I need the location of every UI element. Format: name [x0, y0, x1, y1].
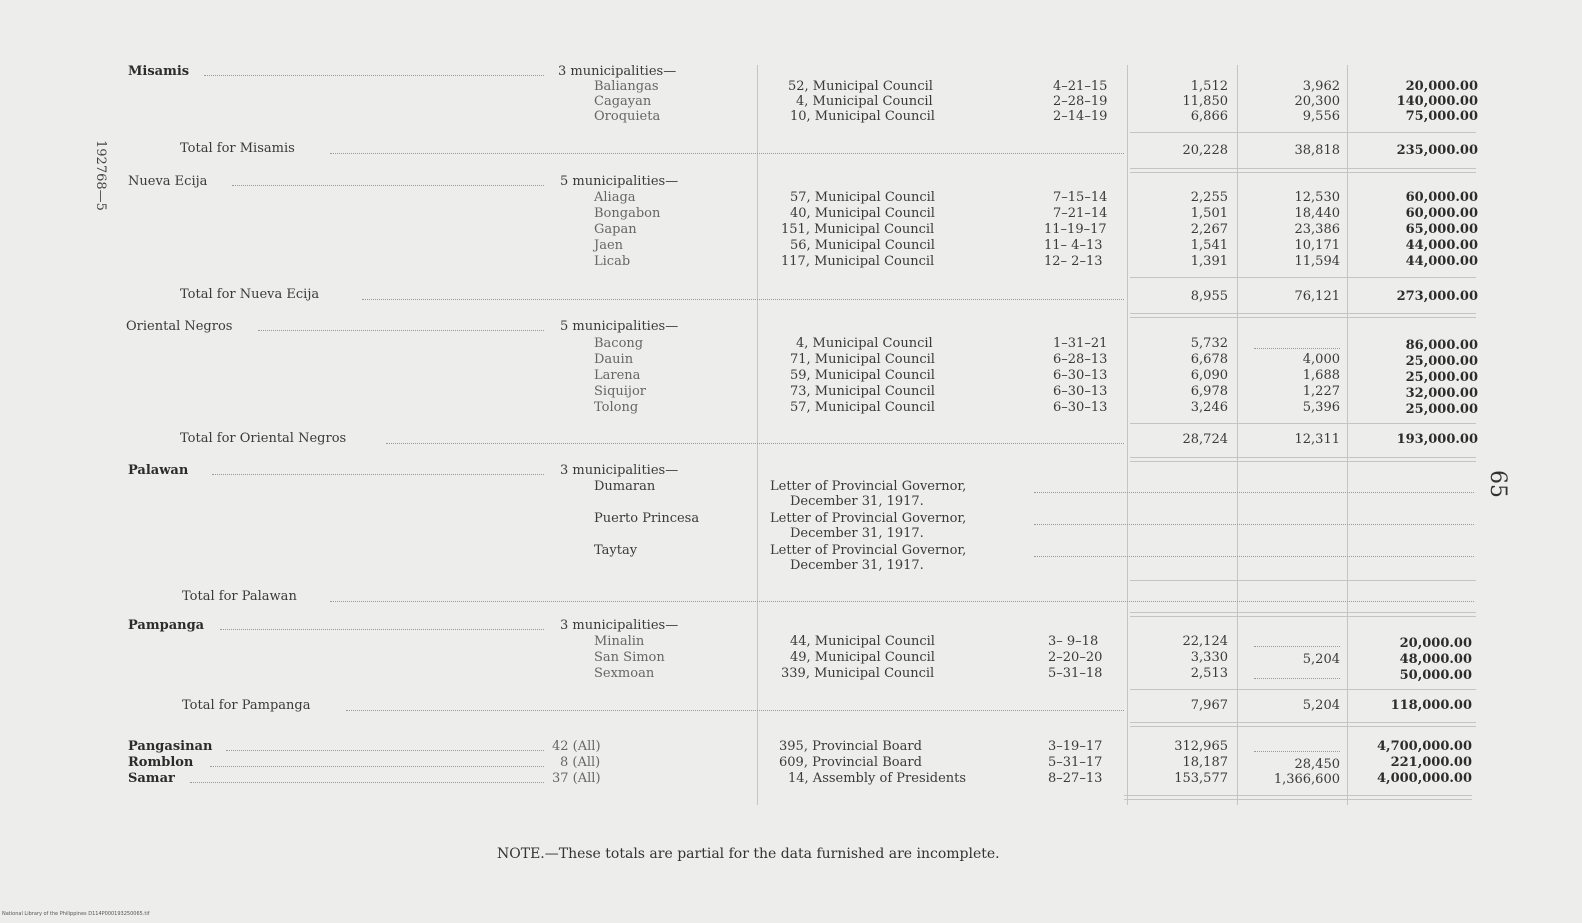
value-col3: 75,000.00 — [1405, 109, 1478, 124]
value-col1: 2,513 — [1190, 666, 1228, 681]
date: 12– 2–13 — [1044, 254, 1103, 269]
value-col2: 4,000 — [1302, 352, 1340, 367]
municipality-name: Gapan — [594, 222, 637, 237]
total-col1: 8,955 — [1190, 289, 1228, 304]
leader-dots — [362, 299, 1124, 300]
authority: 395, Provincial Board — [779, 739, 922, 754]
province-name: Misamis — [128, 64, 190, 79]
value-col3: 60,000.00 — [1405, 206, 1478, 221]
empty-cell-dots — [1254, 678, 1340, 679]
value-col1: 6,090 — [1190, 368, 1228, 383]
total-col2: 5,204 — [1302, 698, 1340, 713]
leader-dots — [212, 474, 544, 475]
total-label: Total for Oriental Negros — [180, 431, 347, 446]
authority: Letter of Provincial Governor, — [770, 511, 967, 526]
value-col1: 3,246 — [1190, 400, 1228, 415]
column-rule — [757, 65, 758, 805]
authority: 609, Provincial Board — [779, 755, 922, 770]
province-name: Palawan — [128, 463, 189, 478]
municipality-name: Aliaga — [594, 190, 636, 205]
value-col2: 5,204 — [1302, 652, 1340, 667]
value-col3: 48,000.00 — [1399, 652, 1472, 667]
municipality-name: Siquijor — [594, 384, 646, 399]
value-col2: 18,440 — [1294, 206, 1340, 221]
authority: 151, Municipal Council — [781, 222, 935, 237]
total-col3: 118,000.00 — [1390, 698, 1472, 713]
value-col1: 3,330 — [1190, 650, 1228, 665]
value-col2: 12,530 — [1294, 190, 1340, 205]
municipality-name: Cagayan — [594, 94, 652, 109]
value-col2: 1,366,600 — [1273, 772, 1340, 787]
date: 11– 4–13 — [1044, 238, 1103, 253]
authority: Letter of Provincial Governor, — [770, 479, 967, 494]
double-rule — [1124, 795, 1472, 800]
leader-dots — [226, 750, 544, 751]
date: 4–21–15 — [1053, 79, 1108, 94]
date: 7–21–14 — [1053, 206, 1108, 221]
authority: Letter of Provincial Governor, — [770, 543, 967, 558]
value-col3: 140,000.00 — [1396, 94, 1478, 109]
authority: 49, Municipal Council — [790, 650, 935, 665]
value-col2: 5,396 — [1302, 400, 1340, 415]
value-col3: 44,000.00 — [1405, 238, 1478, 253]
municipality-count: 8 (All) — [560, 755, 601, 770]
value-col1: 6,678 — [1190, 352, 1228, 367]
value-col2: 11,594 — [1294, 254, 1340, 269]
province-name: Oriental Negros — [126, 319, 233, 334]
authority: 40, Municipal Council — [790, 206, 935, 221]
value-col1: 22,124 — [1182, 634, 1228, 649]
total-col3: 273,000.00 — [1396, 289, 1478, 304]
authority: 14, Assembly of Presidents — [788, 771, 967, 786]
empty-cell-dots — [1254, 646, 1340, 647]
date: 1–31–21 — [1053, 336, 1108, 351]
value-col1: 6,866 — [1190, 109, 1228, 124]
total-col2: 76,121 — [1294, 289, 1340, 304]
leader-dots — [330, 153, 1124, 154]
value-col1: 1,541 — [1190, 238, 1228, 253]
authority: 71, Municipal Council — [790, 352, 935, 367]
total-col2: 38,818 — [1294, 143, 1340, 158]
leader-dots — [386, 443, 1124, 444]
double-rule — [1130, 313, 1476, 318]
value-col3: 20,000.00 — [1405, 79, 1478, 94]
authority: 59, Municipal Council — [790, 368, 935, 383]
leader-dots — [190, 782, 544, 783]
municipalities-label: 3 municipalities— — [558, 64, 677, 79]
date: 2–20–20 — [1048, 650, 1103, 665]
authority: 52, Municipal Council — [788, 79, 933, 94]
municipality-name: Baliangas — [594, 79, 659, 94]
column-rule — [1237, 65, 1238, 805]
total-col2: 12,311 — [1294, 432, 1340, 447]
double-rule — [1130, 168, 1476, 173]
municipality-name: Bacong — [594, 336, 644, 351]
value-col2: 23,386 — [1294, 222, 1340, 237]
date: 5–31–18 — [1048, 666, 1103, 681]
province-name: Nueva Ecija — [128, 174, 208, 189]
value-col2: 1,688 — [1302, 368, 1340, 383]
date: 11–19–17 — [1044, 222, 1107, 237]
value-col3: 25,000.00 — [1405, 354, 1478, 369]
value-col3: 86,000.00 — [1405, 338, 1478, 353]
value-col3: 32,000.00 — [1405, 386, 1478, 401]
sum-rule — [1130, 132, 1476, 133]
sum-rule — [1130, 423, 1476, 424]
authority-date: December 31, 1917. — [790, 494, 924, 509]
total-col3: 235,000.00 — [1396, 143, 1478, 158]
municipality-name: Oroquieta — [594, 109, 661, 124]
value-col3: 50,000.00 — [1399, 668, 1472, 683]
archive-footer: National Library of the Philippines D114P000193250065.tif — [2, 911, 150, 917]
total-label: Total for Nueva Ecija — [180, 287, 320, 302]
value-col2: 10,171 — [1294, 238, 1340, 253]
column-rule — [1347, 65, 1348, 805]
value-col1: 5,732 — [1190, 336, 1228, 351]
date: 5–31–17 — [1048, 755, 1103, 770]
leader-dots — [204, 75, 544, 76]
municipality-name: Tolong — [594, 400, 639, 415]
table-note: NOTE.—These totals are partial for the data furnished are incomplete. — [497, 846, 1000, 862]
side-identifier: 192768—5 — [93, 140, 108, 211]
column-rule — [1127, 65, 1128, 805]
municipality-name: Taytay — [594, 543, 638, 558]
authority: 10, Municipal Council — [790, 109, 935, 124]
municipalities-label: 3 municipalities— — [560, 618, 679, 633]
value-col3: 65,000.00 — [1405, 222, 1478, 237]
value-col1: 153,577 — [1174, 771, 1228, 786]
date: 6–30–13 — [1053, 384, 1108, 399]
value-col3: 4,700,000.00 — [1377, 739, 1472, 754]
value-col1: 1,501 — [1190, 206, 1228, 221]
municipalities-label: 3 municipalities— — [560, 463, 679, 478]
value-col3: 60,000.00 — [1405, 190, 1478, 205]
municipality-name: Sexmoan — [594, 666, 655, 681]
municipality-name: Dauin — [594, 352, 634, 367]
authority: 117, Municipal Council — [781, 254, 935, 269]
leader-dots — [258, 330, 544, 331]
municipality-name: Dumaran — [594, 479, 656, 494]
value-col1: 11,850 — [1182, 94, 1228, 109]
leader-dots — [210, 766, 544, 767]
total-col1: 28,724 — [1182, 432, 1228, 447]
total-col3: 193,000.00 — [1396, 432, 1478, 447]
empty-cell-dots — [1034, 556, 1474, 557]
municipality-name: Puerto Princesa — [594, 511, 700, 526]
sum-rule — [1130, 580, 1476, 581]
total-label: Total for Palawan — [182, 589, 297, 604]
leader-dots — [232, 185, 544, 186]
double-rule — [1130, 457, 1476, 462]
municipality-count: 42 (All) — [552, 739, 601, 754]
value-col2: 3,962 — [1302, 79, 1340, 94]
province-name: Romblon — [128, 755, 194, 770]
value-col3: 4,000,000.00 — [1377, 771, 1472, 786]
total-col1: 7,967 — [1190, 698, 1228, 713]
value-col2: 28,450 — [1294, 757, 1340, 772]
authority: 73, Municipal Council — [790, 384, 935, 399]
municipality-name: Minalin — [594, 634, 645, 649]
value-col1: 1,391 — [1190, 254, 1228, 269]
value-col1: 2,267 — [1190, 222, 1228, 237]
authority: 57, Municipal Council — [790, 400, 935, 415]
value-col1: 312,965 — [1174, 739, 1228, 754]
authority-date: December 31, 1917. — [790, 558, 924, 573]
total-label: Total for Misamis — [180, 141, 295, 156]
municipality-count: 37 (All) — [552, 771, 601, 786]
authority: 44, Municipal Council — [790, 634, 935, 649]
sum-rule — [1130, 277, 1476, 278]
date: 6–30–13 — [1053, 400, 1108, 415]
date: 2–28–19 — [1053, 94, 1108, 109]
value-col1: 18,187 — [1182, 755, 1228, 770]
leader-dots — [220, 629, 544, 630]
value-col3: 221,000.00 — [1390, 755, 1472, 770]
value-col3: 25,000.00 — [1405, 402, 1478, 417]
total-col1: 20,228 — [1182, 143, 1228, 158]
empty-cell-dots — [1034, 492, 1474, 493]
empty-cell-dots — [1254, 348, 1340, 349]
leader-dots — [330, 601, 1474, 602]
municipalities-label: 5 municipalities— — [560, 319, 679, 334]
authority: 4, Municipal Council — [796, 94, 933, 109]
date: 2–14–19 — [1053, 109, 1108, 124]
empty-cell-dots — [1034, 524, 1474, 525]
value-col3: 20,000.00 — [1399, 636, 1472, 651]
date: 3– 9–18 — [1048, 634, 1099, 649]
total-label: Total for Pampanga — [182, 698, 311, 713]
value-col2: 20,300 — [1294, 94, 1340, 109]
municipalities-label: 5 municipalities— — [560, 174, 679, 189]
municipality-name: Licab — [594, 254, 631, 269]
municipality-name: Larena — [594, 368, 641, 383]
page-number: 65 — [1485, 470, 1510, 498]
date: 7–15–14 — [1053, 190, 1108, 205]
value-col2: 9,556 — [1302, 109, 1340, 124]
province-name: Samar — [128, 771, 175, 786]
authority: 4, Municipal Council — [796, 336, 933, 351]
value-col2: 1,227 — [1302, 384, 1340, 399]
municipality-name: Bongabon — [594, 206, 661, 221]
value-col1: 6,978 — [1190, 384, 1228, 399]
sum-rule — [1130, 689, 1476, 690]
authority: 339, Municipal Council — [781, 666, 935, 681]
value-col1: 1,512 — [1190, 79, 1228, 94]
value-col3: 44,000.00 — [1405, 254, 1478, 269]
date: 3–19–17 — [1048, 739, 1103, 754]
date: 6–30–13 — [1053, 368, 1108, 383]
date: 8–27–13 — [1048, 771, 1103, 786]
authority: 57, Municipal Council — [790, 190, 935, 205]
municipality-name: Jaen — [594, 238, 624, 253]
date: 6–28–13 — [1053, 352, 1108, 367]
empty-cell-dots — [1254, 751, 1340, 752]
authority-date: December 31, 1917. — [790, 526, 924, 541]
value-col1: 2,255 — [1190, 190, 1228, 205]
leader-dots — [346, 710, 1124, 711]
municipality-name: San Simon — [594, 650, 665, 665]
authority: 56, Municipal Council — [790, 238, 935, 253]
province-name: Pangasinan — [128, 739, 213, 754]
double-rule — [1130, 722, 1476, 727]
double-rule — [1130, 612, 1476, 617]
province-name: Pampanga — [128, 618, 205, 633]
value-col3: 25,000.00 — [1405, 370, 1478, 385]
